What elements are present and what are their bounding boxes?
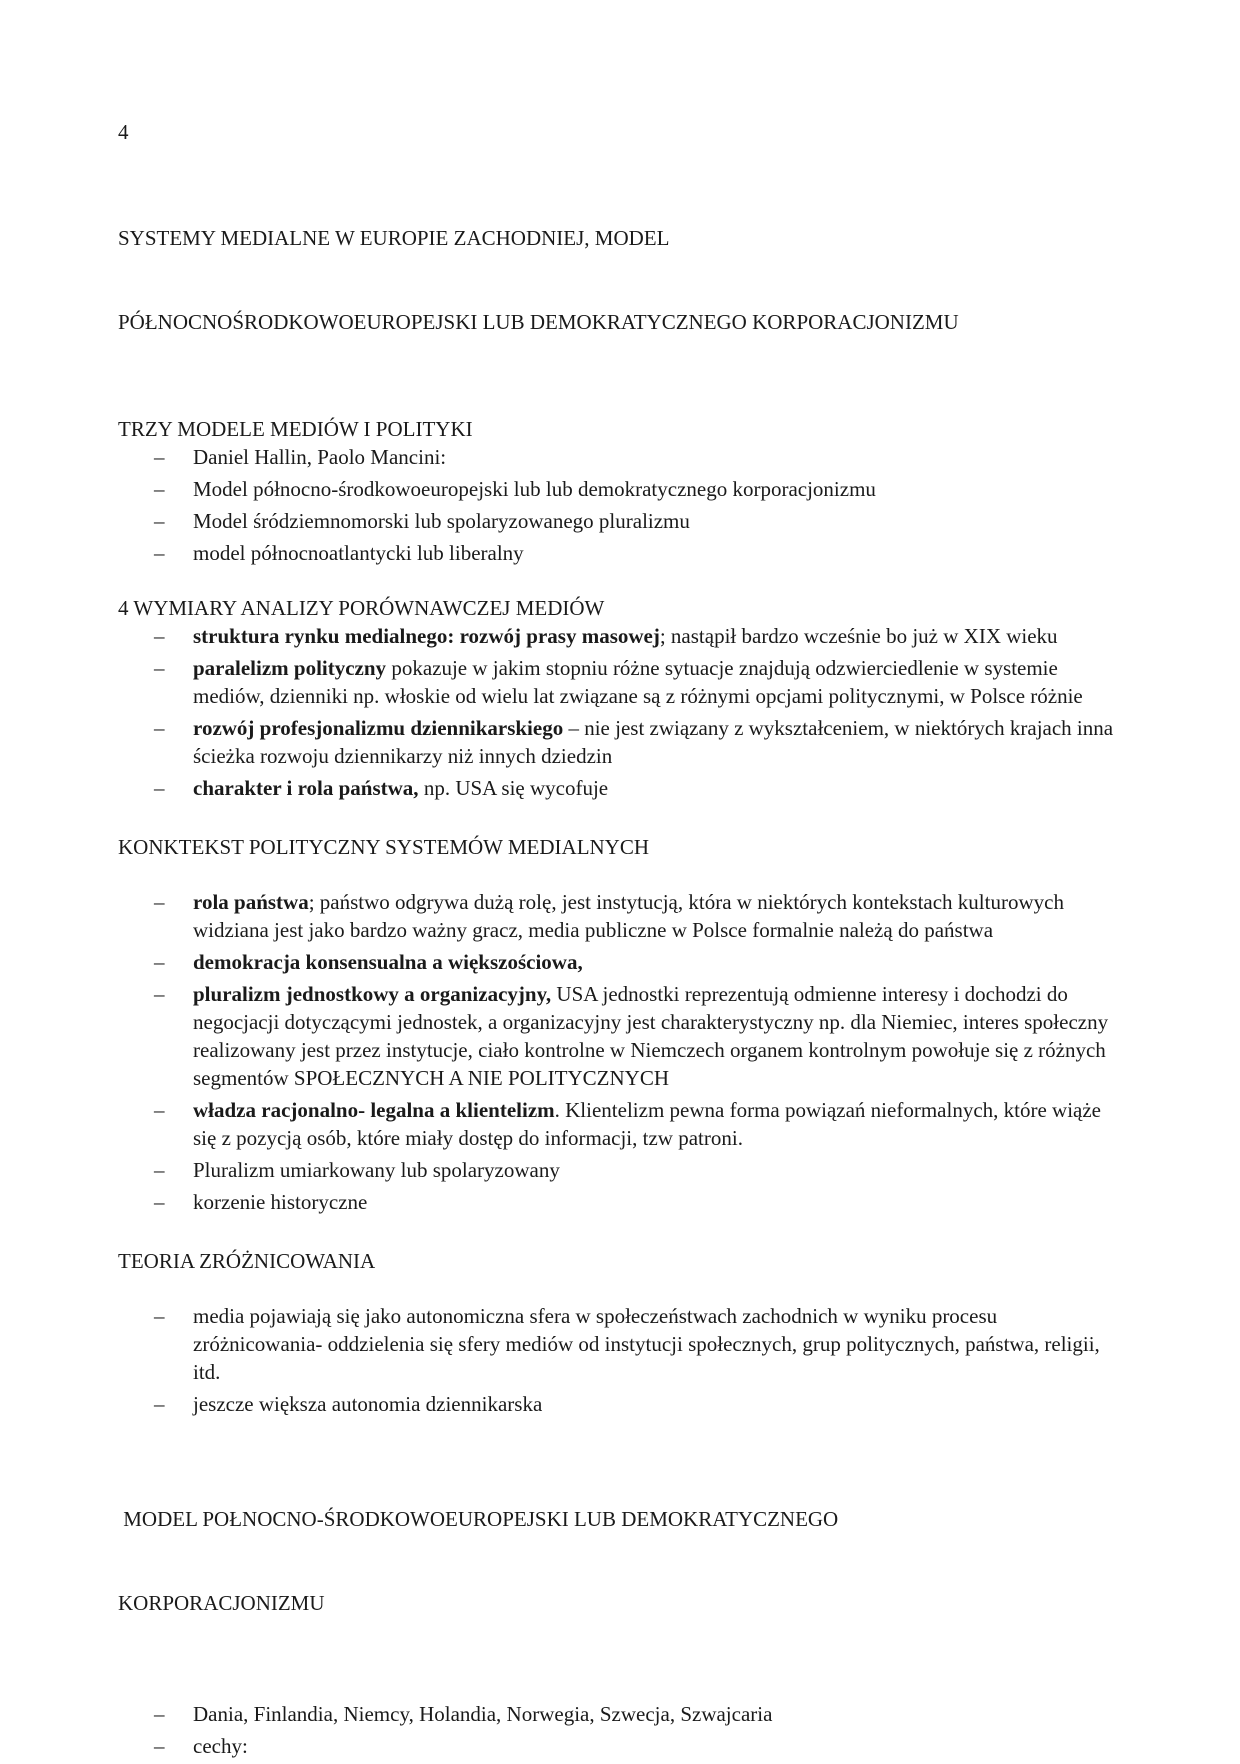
list-item: – cechy: [118,1732,1118,1760]
list-item [118,654,1118,710]
item-text: . Klientelizm pewna forma powiązań nieformalnych, które wiąże się z pozycją osób, które miały dostęp do informacji, tzw patroni. [193,1098,1101,1150]
document-page [118,118,1118,1764]
section-heading-north-central-model [118,1449,1118,1673]
item-text: Pluralizm umiarkowany lub spolaryzowany [193,1158,560,1182]
list-item [118,622,1118,650]
item-bold-term: rola państwa [193,890,309,914]
item-text: – nie jest związany z wykształceniem, w niektórych krajach inna ścieżka rozwoju dziennikarzy niż innych dziedzin [193,716,1114,768]
list-item: – media pojawiają się jako autonomiczna sfera w społeczeństwach zachodnich w wyniku procesu zróżnicowania- oddzielenia się sfery mediów od instytucji społecznych, grup politycznych, państwa, religii, itd. [118,1302,1118,1386]
list-item [118,980,1118,1092]
document-title [118,168,1118,392]
list-item [118,888,1118,944]
item-bold-term: paralelizm polityczny [193,656,387,680]
item-bold-term: charakter i rola państwa, [193,776,419,800]
item-bold-term: rozwój profesjonalizmu dziennikarskiego [193,716,564,740]
item-text: USA jednostki reprezentują odmienne interesy i dochodzi do negocjacji dotyczącymi jednostek, a organizacyjny jest charakterystyczny np. dla Niemiec, interes społeczny realizowany jest przez instytucje, ciało kontrolne w Niemczech organem kontrolnym powołuje się z różnych segmentów SPOŁECZNYCH A NIE POLITYCZNYCH [193,982,1109,1090]
item-bold-term: władza racjonalno- legalna a klientelizm [193,1098,555,1122]
title-line-1: SYSTEMY MEDIALNE W EUROPIE ZACHODNIEJ, MODEL [118,226,670,250]
list-item: – model północnoatlantycki lub liberalny [118,539,1118,567]
models-list [118,443,1118,567]
list-item [118,948,1118,976]
item-text: korzenie historyczne [193,1190,368,1214]
item-text: ; państwo odgrywa dużą rolę, jest instytucją, która w niektórych kontekstach kulturowych widziana jest jako bardzo ważny gracz, media publiczne w Polsce formalnie należą do państwa [193,890,1064,942]
section-heading-differentiation: TEORIA ZRÓŻNICOWANIA [118,1249,376,1273]
list-item [118,1188,1118,1216]
item-bold-term: pluralizm jednostkowy a organizacyjny, [193,982,552,1006]
item-text: pokazuje w jakim stopniu różne sytuacje znajdują odzwierciedlenie w systemie mediów, dzienniki np. włoskie od wielu lat związane są z różnymi opcjami politycznymi, w Polsce różnie [193,656,1083,708]
title-line-2: PÓŁNOCNOŚRODKOWOEUROPEJSKI LUB DEMOKRATYCZNEGO KORPORACJONIZMU [118,310,959,334]
section-heading-dimensions: 4 WYMIARY ANALIZY PORÓWNAWCZEJ MEDIÓW [118,596,605,620]
differentiation-list [118,1302,1118,1418]
item-bold-term: struktura rynku medialnego: rozwój prasy masowej [193,624,660,648]
list-item: – jeszcze większa autonomia dziennikarska [118,1390,1118,1418]
list-item: – Dania, Finlandia, Niemcy, Holandia, Norwegia, Szwecja, Szwajcaria [118,1700,1118,1728]
north-central-list [118,1700,1118,1760]
dimensions-list [118,622,1118,802]
section-heading-political-context: KONKTEKST POLITYCZNY SYSTEMÓW MEDIALNYCH [118,835,650,859]
item-text: np. USA się wycofuje [418,776,609,800]
item-text: ; nastąpił bardzo wcześnie bo już w XIX wieku [659,624,1058,648]
list-item: – Daniel Hallin, Paolo Mancini: [118,443,1118,471]
heading-line-2: KORPORACJONIZMU [118,1591,325,1615]
page-number: 4 [118,120,129,144]
section-heading-models: TRZY MODELE MEDIÓW I POLITYKI [118,417,473,441]
list-item: – Model śródziemnomorski lub spolaryzowanego pluralizmu [118,507,1118,535]
list-item: – Model północno-środkowoeuropejski lub lub demokratycznego korporacjonizmu [118,475,1118,503]
item-bold-term: demokracja konsensualna a większościowa, [193,950,583,974]
political-context-list [118,888,1118,1216]
list-item [118,714,1118,770]
list-item [118,1156,1118,1184]
list-item [118,774,1118,802]
list-item [118,1096,1118,1152]
heading-line-1: MODEL POŁNOCNO-ŚRODKOWOEUROPEJSKI LUB DEMOKRATYCZNEGO [118,1507,839,1531]
